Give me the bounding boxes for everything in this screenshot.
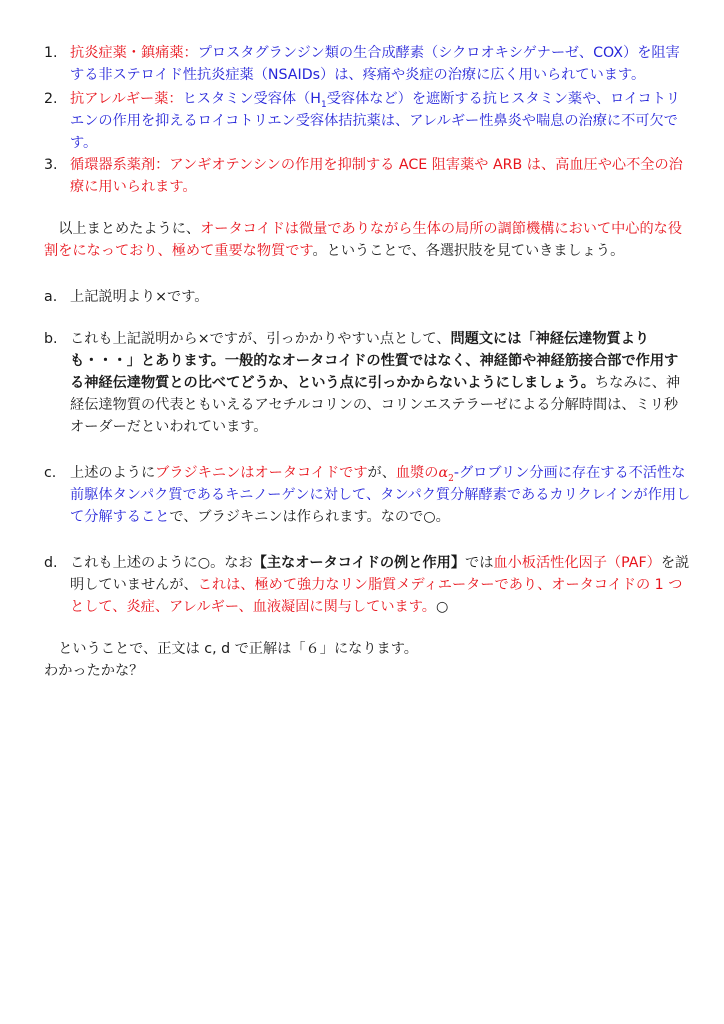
drug-class-description: プロスタグランジン類の生合成酵素（シクロオキシゲナーゼ、COX）を阻害する非ステロイド性抗炎症薬（NSAIDs）は、疼痛や炎症の治療に広く用いられています。 [70,45,680,83]
option-text: 上記説明より×です。 [70,289,209,305]
list-number: 3. [44,157,58,173]
option-highlight: ブラジキニンはオータコイドです [155,465,368,481]
option-text-cont-2: を説明していませんが、 [70,555,690,593]
option-highlight-2: これは、極めて強力なリン脂質メディエーターであり、オータコイドの 1 つとして、炎症、アレルギー、血液凝固に関与しています。 [70,577,683,615]
option-verdict: ○ [435,599,449,615]
alpha-symbol [438,465,454,484]
option-bold-heading: 【主なオータコイドの例と作用】 [252,555,466,571]
summary-highlight: オータコイドは微量でありながら生体の局所の調節機構において中心的な役割をになっており、極めて重要な物質です [44,221,683,259]
alpha-subscript: 2 [448,473,454,484]
colon: ： [183,45,198,61]
drug-class-name: 抗アレルギー薬 [70,91,169,107]
option-letter: b. [44,331,58,347]
drug-class-name: 循環器系薬剤 [70,157,156,173]
option-letter: c. [44,465,57,481]
option-text-end: で、ブラジキニンは作られます。なので○。 [169,509,450,525]
option-text-cont: ちなみに、神経伝達物質の代表ともいえるアセチルコリンの、コリンエステラーゼによる分解時間は、ミリ秒オーダーだといわれています。 [70,375,681,435]
drug-class-description: アンギオテンシンの作用を抑制する ACE 阻害薬や ARB は、高血圧や心不全の治療に用いられます。 [70,157,683,195]
conclusion-line-2: わかったかな？ [44,663,144,679]
option-letter: a. [44,289,58,305]
list-item-1 [44,42,692,86]
option-text-cont: が、 [367,465,396,481]
option-d [44,552,692,618]
colon: ： [155,157,170,173]
list-item-3 [44,154,692,198]
conclusion-line-1: ということで、正文は c, d で正解は「６」になります。 [58,641,418,657]
option-highlight-2: 血漿の [395,465,439,481]
list-item-2 [44,88,692,154]
subscript: 1 [320,99,327,110]
option-letter: d. [44,555,58,571]
option-highlight: 血小板活性化因子（PAF） [493,555,661,571]
summary-paragraph [44,218,692,262]
list-number: 1. [44,45,58,61]
alpha-letter: α [438,465,449,481]
option-blue-text: -グロブリン分画に存在する不活性な前駆体タンパク質であるキニノーゲンに対して、タンパク質分解酵素であるカリクレインが作用して分解すること [70,465,691,525]
list-number: 2. [44,91,58,107]
colon: ： [168,91,183,107]
drug-class-description: ヒスタミン受容体（H [182,91,321,107]
summary-lead: 以上まとめたように、 [58,221,201,237]
option-b [44,328,692,438]
option-text: これも上記説明から×ですが、引っかかりやすい点として、 [70,331,451,347]
summary-tail: 。ということで、各選択肢を見ていきましょう。 [312,243,625,259]
option-a [44,286,692,308]
option-text: 上述のように [70,465,156,481]
option-text: これも上述のように○。なお [70,555,253,571]
option-c [44,462,692,528]
drug-class-description-cont: 受容体など）を遮断する抗ヒスタミン薬や、ロイコトリエンの作用を抑えるロイコトリエン受容体拮抗薬は、アレルギー性鼻炎や喘息の治療に不可欠です。 [70,91,681,151]
option-text-cont: では [465,555,494,571]
drug-class-name: 抗炎症薬・鎮痛薬 [70,45,184,61]
option-bold-note: 問題文には「神経伝達物質よりも・・・」とあります。一般的なオータコイドの性質ではなく、神経節や神経筋接合部で作用する神経伝達物質との比べてどうか、という点に引っかからないようにしましょう。 [70,331,679,391]
